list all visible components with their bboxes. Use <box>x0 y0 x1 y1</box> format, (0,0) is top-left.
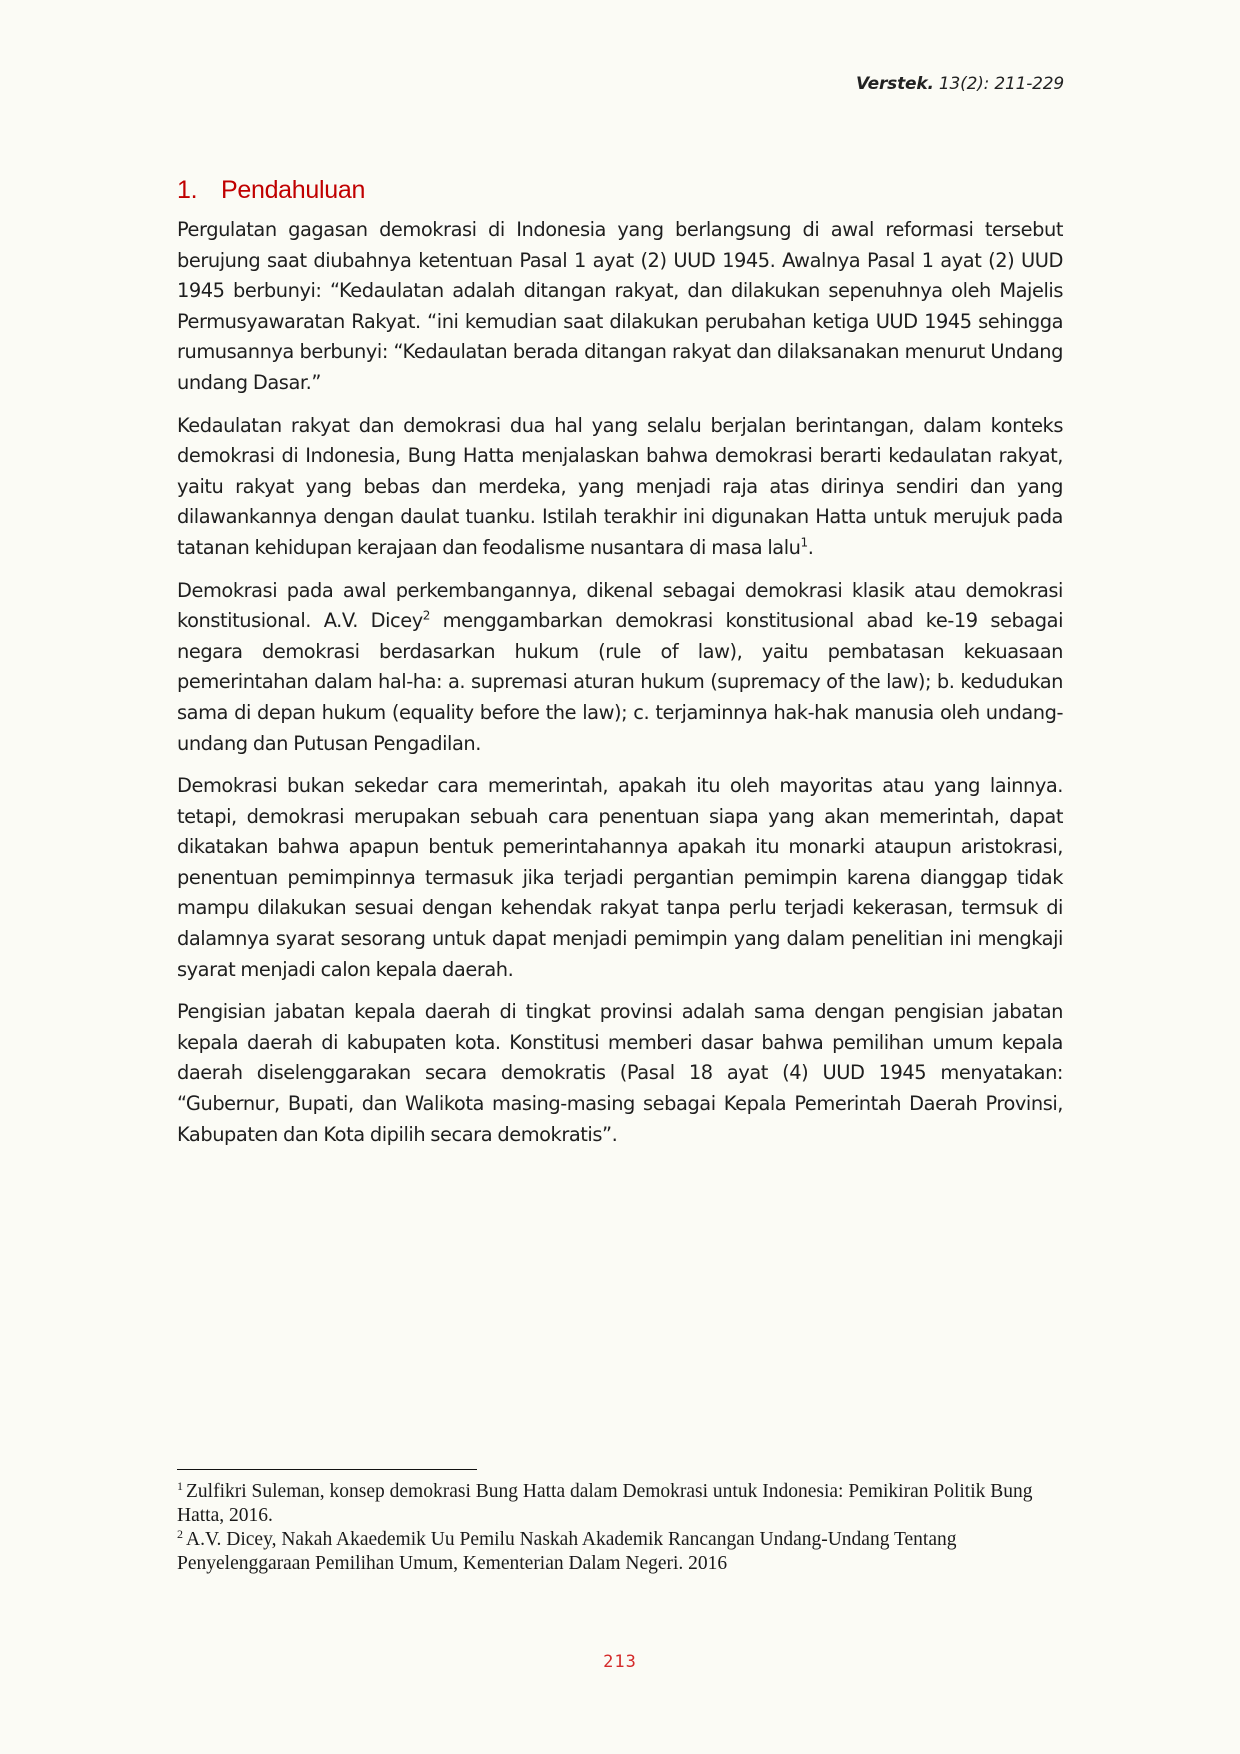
paragraph-4: Demokrasi bukan sekedar cara memerintah, apakah itu oleh mayoritas atau yang lainnya. tetapi, demokrasi merupakan sebuah cara penentuan siapa yang akan memerintah, dapat dikatakan bahwa apapun bentuk pemerintahannya apakah itu monarki ataupun aristokrasi, penentuan pemimpinnya termasuk jika terjadi pergantian pemimpin karena dianggap tidak mampu dilakukan sesuai dengan kehendak rakyat tanpa perlu terjadi kekerasan, termsuk di dalamnya syarat sesorang untuk dapat menjadi pemimpin yang dalam penelitian ini mengkaji syarat menjadi calon kepala daerah. <box>177 774 1063 981</box>
journal-name: Verstek. <box>855 74 934 94</box>
paragraph-2-text: Kedaulatan rakyat dan demokrasi dua hal yang selalu berjalan berintangan, dalam konteks demokrasi di Indonesia, Bung Hatta menjalaskan bahwa demokrasi berarti kedaulatan rakyat, yaitu rakyat yang bebas dan merdeka, yang menjadi raja atas dirinya sendiri dan yang dilawankannya dengan daulat tuanku. Istilah terakhir ini digunakan Hatta untuk merujuk pada tatanan kehidupan kerajaan dan feodalisme nusantara di masa lalu <box>177 413 1063 559</box>
paragraph-2 <box>177 411 1063 564</box>
section-number: 1. <box>177 176 198 204</box>
paragraph-5: Pengisian jabatan kepala daerah di tingkat provinsi adalah sama dengan pengisian jabatan kepala daerah di kabupaten kota. Konstitusi memberi dasar bahwa pemilihan umum kepala daerah diselenggarakan secara demokratis (Pasal 18 ayat (4) UUD 1945 menyatakan: “Gubernur, Bupati, dan Walikota masing-masing sebagai Kepala Pemerintah Daerah Provinsi, Kabupaten dan Kota dipilih secara demokratis”. <box>177 1000 1063 1146</box>
section-heading <box>177 176 1063 205</box>
running-header <box>856 74 1064 94</box>
footnote-ref-1[interactable]: 1 <box>800 535 808 550</box>
paragraph-2-text-end: . <box>807 535 814 559</box>
footnote-2 <box>177 1528 1063 1576</box>
footnote-number-2: 2 <box>177 1526 183 1541</box>
main-content <box>177 176 1063 1162</box>
footnotes <box>177 1480 1063 1576</box>
journal-citation: 13(2): 211-229 <box>933 74 1064 94</box>
footnote-number-1: 1 <box>177 1478 183 1493</box>
paragraph-3-text: Demokrasi pada awal perkembangannya, dikenal sebagai demokrasi klasik atau demokrasi konstitusional. A.V. Dicey <box>177 578 1063 633</box>
footnote-divider <box>177 1469 477 1470</box>
footnote-text-1: Zulfikri Suleman, konsep demokrasi Bung Hatta dalam Demokrasi untuk Indonesia: Pemikiran Politik Bung Hatta, 2016. <box>177 1481 1033 1526</box>
paragraph-1: Pergulatan gagasan demokrasi di Indonesia yang berlangsung di awal reformasi tersebut berujung saat diubahnya ketentuan Pasal 1 ayat (2) UUD 1945. Awalnya Pasal 1 ayat (2) UUD 1945 berbunyi: “Kedaulatan adalah ditangan rakyat, dan dilakukan sepenuhnya oleh Majelis Permusyawaratan Rakyat. “ini kemudian saat dilakukan perubahan ketiga UUD 1945 sehingga rumusannya berbunyi: “Kedaulatan berada ditangan rakyat dan dilaksanakan menurut Undang undang Dasar.” <box>177 218 1063 394</box>
paragraph-3-text-end: menggambarkan demokrasi konstitusional abad ke-19 sebagai negara demokrasi berdasarkan hukum (rule of law), yaitu pembatasan kekuasaan pemerintahan dalam hal-ha: a. supremasi aturan hukum (supremacy of the law); b. kedudukan sama di depan hukum (equality before the law); c. terjaminnya hak-hak manusia oleh undang-undang dan Putusan Pengadilan. <box>177 609 1064 755</box>
footnote-1 <box>177 1480 1063 1528</box>
page-number: 213 <box>603 1652 637 1672</box>
footnote-text-2: A.V. Dicey, Nakah Akaedemik Uu Pemilu Naskah Akademik Rancangan Undang-Undang Tentang Penyelenggaraan Pemilihan Umum, Kementerian Dalam Negeri. 2016 <box>177 1529 957 1574</box>
section-title: Pendahuluan <box>221 176 366 204</box>
footnote-ref-2[interactable]: 2 <box>422 608 430 623</box>
paragraph-3 <box>177 576 1063 760</box>
